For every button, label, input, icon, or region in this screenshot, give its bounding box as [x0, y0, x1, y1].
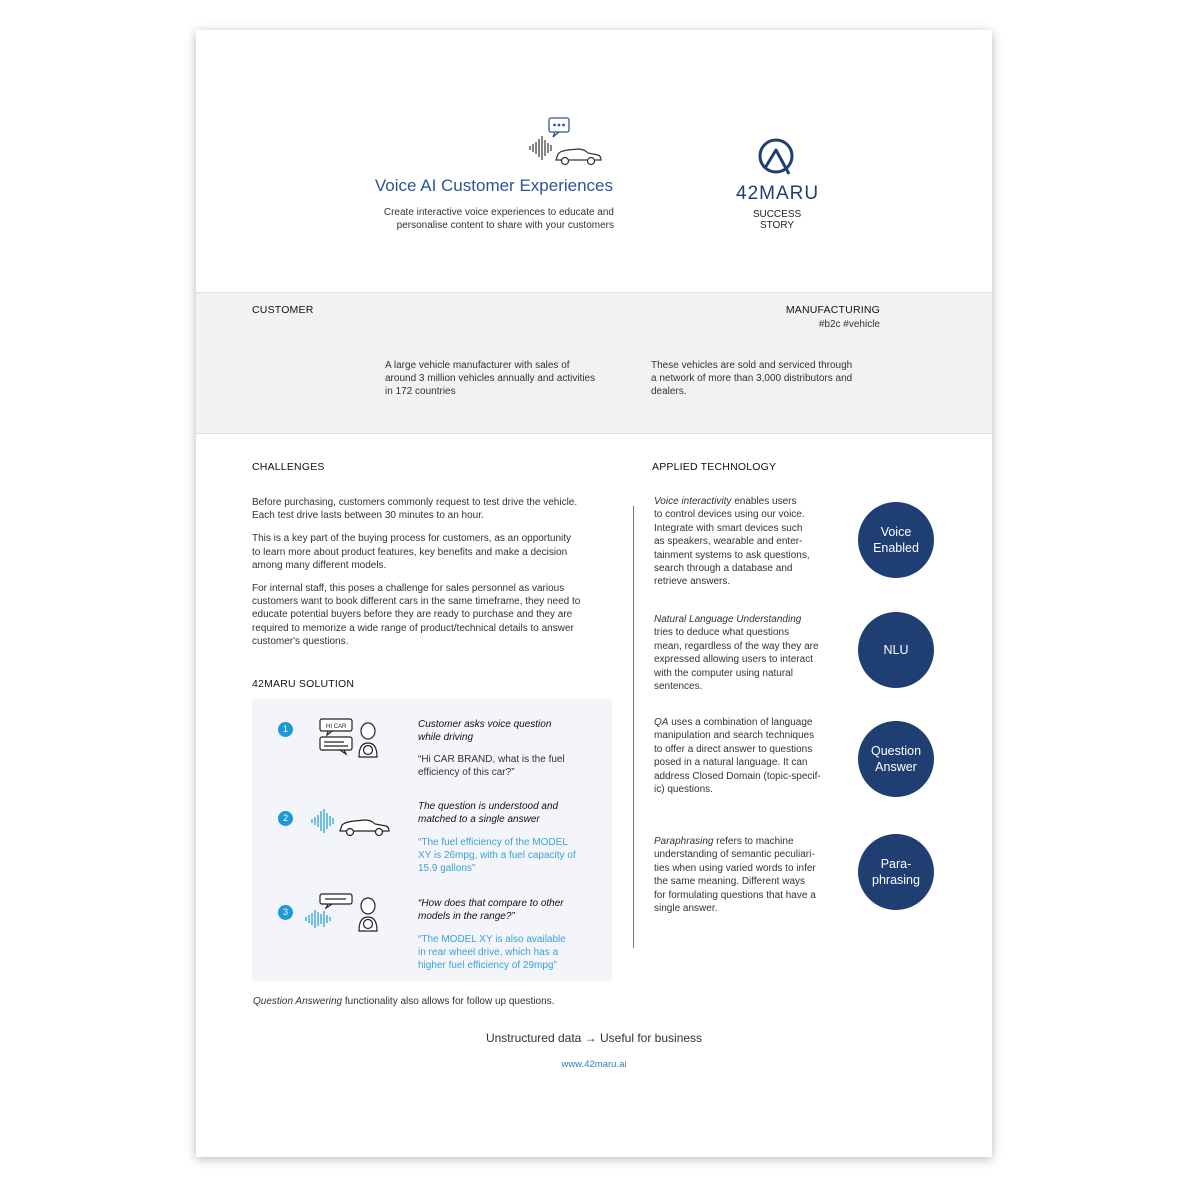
challenge-paragraph: Before purchasing, customers commonly request to test drive the vehicle. Each test drive lasts between 30 minutes to an hour. — [252, 497, 578, 522]
question-answer-badge: Question Answer — [858, 721, 934, 797]
q-logo-icon — [755, 136, 799, 180]
bubble-text: HI CAR — [326, 724, 347, 730]
chat-driver-icon — [318, 717, 380, 761]
solution-label: 42MARU SOLUTION — [252, 678, 355, 690]
step-number-badge: 2 — [278, 811, 293, 826]
voice-driver-icon — [304, 891, 380, 933]
step-answer: “The fuel efficiency of the MODEL XY is 26mpg, with a fuel capacity of 15.9 gallons” — [418, 837, 576, 874]
challenges-text — [252, 496, 622, 658]
challenge-paragraph: This is a key part of the buying process for customers, as an opportunity to learn more about product features, key benefits and make a decision among many different models. — [252, 533, 572, 571]
website-link[interactable]: www.42maru.ai — [561, 1059, 627, 1070]
customer-desc-left: A large vehicle manufacturer with sales of around 3 million vehicles annually and activities in 172 countries — [385, 360, 596, 398]
tech-item-paraphrasing: Paraphrasing refers to machine understanding of semantic peculiari- ties when using varied words to infer the same meaning. Different ways for formulating questions that have a single answer. — [654, 836, 816, 915]
customer-desc-right: These vehicles are sold and serviced through a network of more than 3,000 distributors and dealers. — [651, 360, 853, 398]
solution-footnote: Question Answering functionality also allows for follow up questions. — [253, 996, 555, 1007]
tech-item-qa: QA uses a combination of language manipulation and search techniques to offer a direct answer to questions posed in a natural language. It can address Closed Domain (topic-specif- ic) questions. — [654, 717, 821, 796]
industry-tags: #b2c #vehicle — [818, 319, 880, 330]
industry-label: MANUFACTURING — [785, 304, 880, 316]
column-divider — [633, 506, 634, 948]
tech-label: APPLIED TECHNOLOGY — [652, 461, 777, 473]
voice-enabled-badge: Voice Enabled — [858, 502, 934, 578]
step-number-badge: 1 — [278, 722, 293, 737]
page-title: Voice AI Customer Experiences — [374, 176, 613, 195]
customer-label: CUSTOMER — [252, 304, 314, 316]
logo-wordmark: 42MARU — [736, 183, 820, 204]
success-story-page — [196, 30, 992, 1157]
challenges-label: CHALLENGES — [252, 461, 325, 473]
step-heading: The question is understood and matched to a single answer — [418, 801, 559, 825]
step-text: “Hi CAR BRAND, what is the fuel efficiency of this car?” — [418, 754, 565, 778]
nlu-badge: NLU — [858, 612, 934, 688]
voice-car-icon — [310, 807, 392, 839]
step-heading: “How does that compare to other models in the range?” — [418, 898, 564, 922]
challenge-paragraph: For internal staff, this poses a challenge for sales personnel as various customers want to book different cars in the same timeframe, they need to educate potential buyers before they are ready to purchase and they are required to memorize a wide range of product/technical details to answer customer's questions. — [252, 583, 581, 647]
tech-item-voice: Voice interactivity enables users to control devices using our voice. Integrate with smart devices such as speakers, wearable and enter- tainment systems to ask questions, search through a database and retrieve answers. — [654, 496, 810, 588]
page-subtitle: Create interactive voice experiences to educate and personalise content to share with your customers — [383, 207, 614, 231]
step-heading: Customer asks voice question while driving — [418, 719, 552, 743]
step-number-badge: 3 — [278, 905, 293, 920]
tech-item-nlu: Natural Language Understanding tries to deduce what questions mean, regardless of the way they are expressed allowing users to interact with the computer using natural sentences. — [654, 614, 819, 693]
step-answer: “The MODEL XY is also available in rear wheel drive, which has a higher fuel efficiency of 29mpg” — [418, 934, 566, 971]
footer-tagline: Unstructured data → Useful for business — [485, 1031, 703, 1045]
voice-car-icon — [528, 116, 604, 168]
paraphrasing-badge: Para- phrasing — [858, 834, 934, 910]
logo-tagline: SUCCESS STORY — [752, 209, 802, 231]
company-logo — [736, 136, 818, 231]
